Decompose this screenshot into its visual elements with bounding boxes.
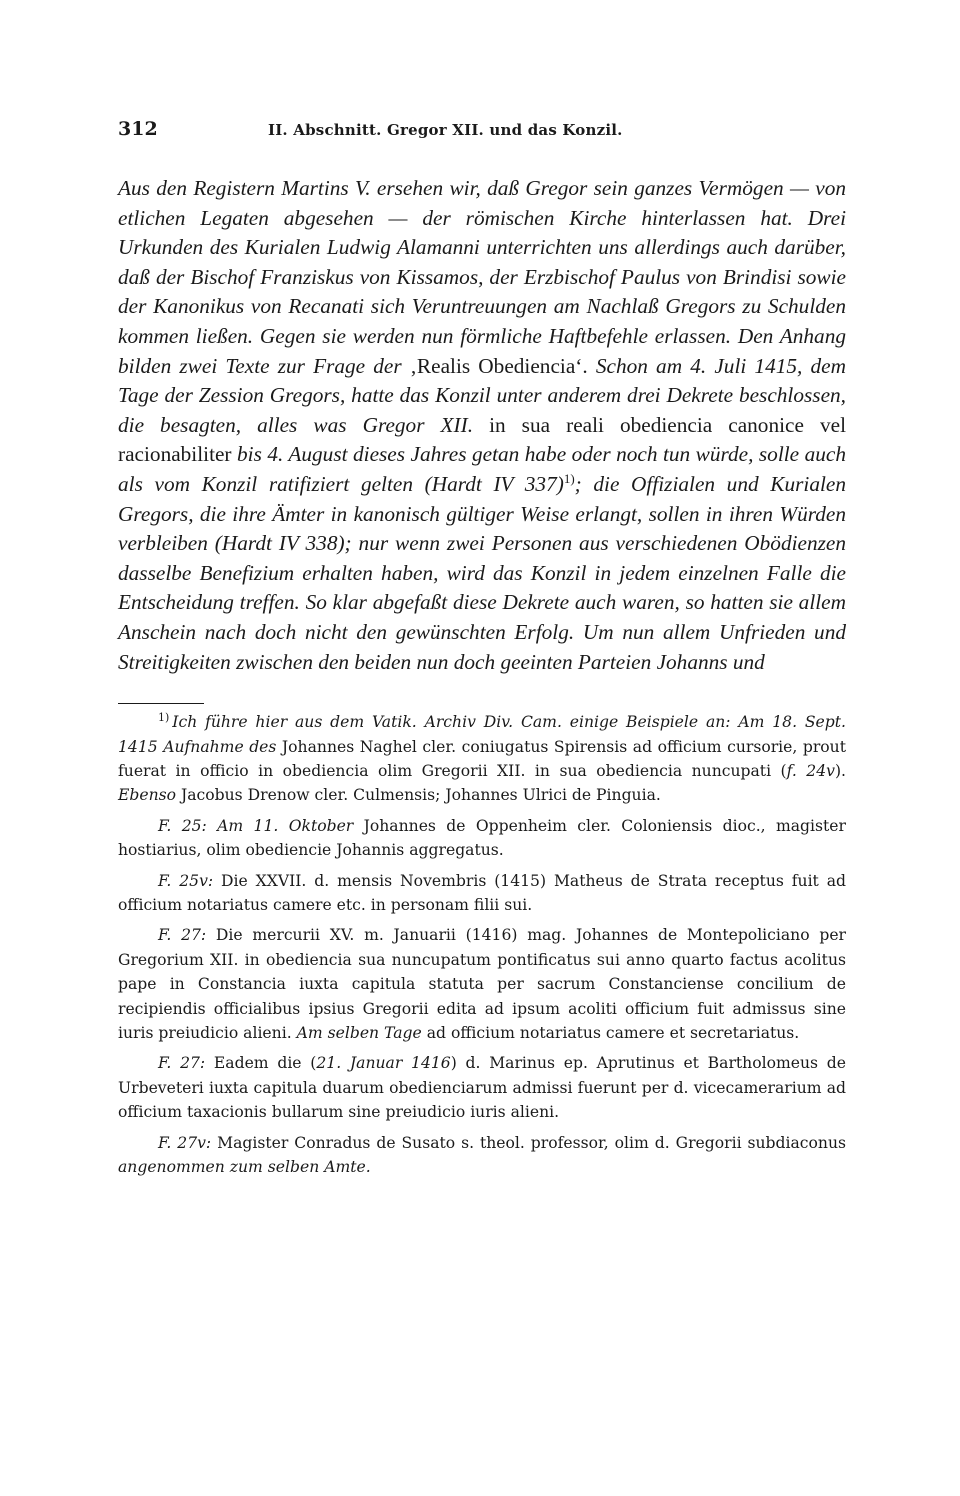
footnote-reference[interactable]: 1)	[563, 470, 575, 486]
footnote-text-run: F. 27v:	[158, 1133, 218, 1152]
footnote-text-run: F. 25v:	[158, 871, 222, 890]
footnote-text-run: Am selben Tage	[296, 1023, 427, 1042]
main-paragraph	[118, 174, 846, 677]
page-number: 312	[118, 118, 158, 140]
footnote-text-run: ad officium notariatus camere et secretariatus.	[426, 1023, 800, 1042]
footnote-text-run: Ich führe hier aus dem Vatik. Archiv Div. Cam. einige Beispiele an: Am 18. Sept. 1415 Aufnahme des	[118, 713, 846, 756]
footnote-text-run: Die mercurii XV. m. Januarii (1416) mag. Johannes de Montepoliciano per Gregorium XII. in obediencia sua nuncupatum pontificatus sui anno quarto factus acolitus pape in Constancia iuxta capitula statuta per sacrum Constanciense concilium de recipiendis officialibus ipsius Gregorii edita ad ipsum acoliti officium fuit admissus sine iuris preiudicio alieni.	[118, 926, 847, 1042]
footnote-paragraph	[118, 814, 846, 863]
footnote-paragraph	[118, 869, 846, 918]
footnotes	[118, 710, 846, 1179]
footnote-text-run: ) d. Marinus ep. Aprutinus et Bartholomeus de Urbeveteri iuxta capitula duarum obedienciarum admissi fuerunt per d. vicecamerarium ad officium taxacionis bullarum sine preiudicio iuris alieni.	[118, 1054, 846, 1122]
footnote-text-run: Eadem die (	[213, 1054, 317, 1073]
footnote-text-run: 21. Januar 1416	[316, 1054, 451, 1073]
footnote-text-run: F. 25: Am 11. Oktober	[158, 816, 364, 835]
footnote-paragraph	[118, 710, 846, 808]
text-run: Aus den Registern Martins V. ersehen wir, daß Gregor sein ganzes Vermögen — von etlichen Legaten abgesehen — der römischen Kirche hinterlassen hat. Drei Urkunden des Kurialen Ludwig Alamanni unterrichten uns allerdings auch darüber, daß der Bischof Franziskus von Kissamos, der Erzbischof Paulus von Brindisi sowie der Kanonikus von Recanati sich Veruntreuungen am Nachlaß Gregors zu Schulden kommen ließen. Gegen sie werden nun förmliche Haftbefehle erlassen. Den Anhang bilden zwei Texte zur Frage der	[118, 176, 846, 378]
footnote-text-run: Ebenso	[118, 786, 181, 805]
footnote-text-run: Jacobus Drenow cler. Culmensis; Johannes Ulrici de Pinguia.	[180, 786, 661, 805]
running-head	[118, 118, 846, 152]
footnote-rule	[118, 703, 204, 704]
footnote-marker: 1)	[158, 710, 170, 724]
footnote-text-run: F. 27:	[158, 1054, 214, 1073]
footnote-text-run: angenommen zum selben Amte.	[118, 1158, 371, 1176]
footnote-paragraph	[118, 1131, 846, 1180]
footnote-text-run: ).	[834, 761, 847, 780]
footnote-text-run: f. 24v	[786, 761, 835, 780]
footnote-text-run: Johannes Naghel cler. coniugatus Spirensis ad officium cursorie, prout fuerat in officio in obediencia olim Gregorii XII. in sua obediencia nuncupati (	[118, 737, 846, 780]
text-run: bis 4. August dieses Jahres getan habe oder noch tun würde, solle auch als vom Konzil ratifiziert gelten (Hardt IV 337)	[118, 442, 846, 496]
footnote-text-run: Johannes de Oppenheim cler. Coloniensis dioc., magister hostiarius, olim obediencie Johannis aggregatus.	[118, 816, 846, 860]
footnote-text-run: Magister Conradus de Susato s. theol. professor, olim d. Gregorii subdiaconus	[217, 1133, 847, 1152]
running-title: II. Abschnitt. Gregor XII. und das Konzil.	[268, 121, 623, 139]
text-run: ; die Offizialen und Kurialen Gregors, die ihre Ämter in kanonisch gültiger Weise erlangt, sollen in ihren Würden verbleiben (Hardt IV 338); nur wenn zwei Personen aus verschiedenen Obödienzen dasselbe Benefizium erhalten haben, wird das Konzil in jedem einzelnen Falle die Entscheidung treffen. So klar abgefaßt diese Dekrete auch waren, so hatten sie allem Anschein nach doch nicht den gewünschten Erfolg. Um nun allem Unfrieden und Streitigkeiten zwischen den beiden nun doch geeinten Parteien Johanns und	[118, 471, 846, 674]
footnote-text-run: Die XXVII. d. mensis Novembris (1415) Matheus de Strata receptus fuit ad officium notariatus camere etc. in personam filii sui.	[118, 871, 846, 914]
text-run: ‚Realis Obediencia‘.	[409, 353, 596, 378]
footnote-text-run: F. 27:	[158, 926, 216, 945]
book-page	[118, 118, 846, 1185]
text-run: Schon am 4. Juli 1415, dem Tage der Zession Gregors, hatte das Konzil unter anderem drei Dekrete beschlossen, die besagten, alles was Gregor XII.	[118, 353, 846, 437]
text-run: in sua reali obediencia canonice vel racionabiliter	[118, 412, 846, 467]
footnote-paragraph	[118, 923, 846, 1045]
footnote-paragraph	[118, 1051, 846, 1124]
